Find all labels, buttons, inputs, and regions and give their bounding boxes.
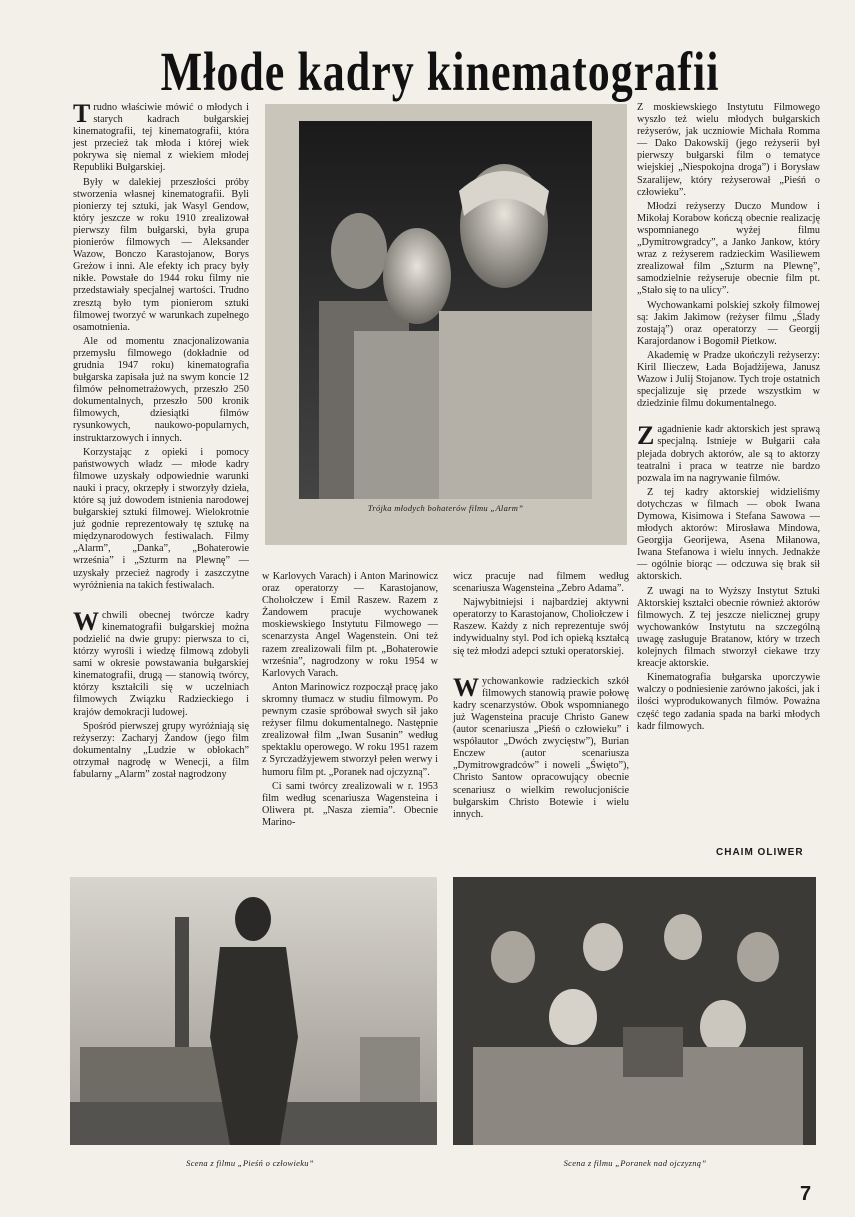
paragraph	[73, 606, 249, 719]
paragraph: Z tej kadry aktorskiej widzieliśmy dotychczas w filmach — obok Iwana Dymowa, Kisimowa i Stefana Sawowa — młodych aktorów: Mirosława Mindowa, Georgija Georijewa, Asena Miłanowa, Iwana Stefanowa i wielu innych. Jednakże — ogólnie biorąc — odczuwa się brak sił aktorskich.	[637, 486, 820, 583]
paragraph: Kinematografia bułgarska uporczywie walczy o podniesienie zarówno jakości, jak i ilości wyprodukowanych filmów. Poważna część tego zadania spada na barki młodych kadr filmowych.	[637, 672, 820, 732]
column-3	[453, 571, 629, 823]
bottom-right-caption: Scena z filmu „Poranek nad ojczyzną”	[563, 1158, 707, 1168]
paragraph: Akademię w Pradze ukończyli reżyserzy: Kiril Ilieczew, Łada Bojadżijewa, Janusz Wazow i Julij Stojanow. Tych troje ostatnich specjalizuje się przede wszystkim w dziedzinie filmu dokumentalnego.	[637, 349, 820, 410]
top-photo-caption: Trójka młodych bohaterów filmu „Alarm”	[367, 503, 524, 513]
paragraph: Młodzi reżyserzy Duczo Mundow i Mikołaj Korabow kończą obecnie realizację wspomnianego wyżej filmu „Dymitrowgradcy”, a Janko Jankow, który wraz z reżyserem radzieckim Wasiliewem zrealizował film „Szturm na Plewnę”, samodzielnie reżyseruje obecnie film pt. „Stało się to na ulicy”.	[637, 200, 820, 297]
paragraph: Z moskiewskiego Instytutu Filmowego wyszło też wielu młodych bułgarskich reżyserów, jak uczniowie Michała Romma — Dako Dakowskij (jego reżyserii był pierwszy bułgarski film o tematyce wiejskiej „Niespokojna droga”) i Borysław Szaralijew, który reżyserował „Pieśń o człowieku”.	[637, 102, 820, 198]
column-2	[262, 571, 438, 831]
paragraph: Najwybitniejsi i najbardziej aktywni operatorzy to Karastojanow, Choliołczew i Raszew. Każdy z nich reprezentuje swój indywidualny styl. Pod ich opieką kształcą się też młodzi adepci sztuki operatorskiej.	[453, 597, 629, 657]
paragraph: Ale od momentu znacjonalizowania przemysłu filmowego (dokładnie od grudnia 1947 roku) kinematografia bułgarska zapisała już na swym koncie 12 filmów pełnometrażowych, przeszło 250 dokumentalnych, przeszło 500 kronik filmowych, dziesiątki filmów rysunkowych, naukowo-popularnych, instruktarzowych i innych.	[73, 335, 249, 444]
paragraph: Były w dalekiej przeszłości próby stworzenia własnej kinematografii. Byli pionierzy tej sztuki, jak Wasyl Gendow, który jeszcze w roku 1910 zrealizował pierwszy film bułgarski, była grupa pionierów filmowych — Aleksander Wazow, Bonczo Karastojanow, Borys Greżow i inni. Ale efekty ich pracy były nikłe. Powstałe do 1944 roku filmy nie przedstawiały specjalnej wartości. Trudno zresztą było tym pionierom sztuki filmowej tworzyć w warunkach zupełnego osamotnienia.	[73, 176, 249, 333]
top-photo-frame	[265, 104, 627, 545]
column-1	[73, 99, 249, 783]
drop-cap: W	[73, 606, 99, 636]
paragraph	[73, 99, 249, 175]
paragraph-text: ychowankowie radzieckich szkół filmowych stanowią prawie połowę kadry scenarzystów. Obok wspomnianego już Wagensteina pracuje Christo Ganew (autor scenariusza „Pieśń o człowieku” i współautor „Dwóch zwycięstw”), Burian Enczew (autor scenariusza „Dymitrowgradców” i noweli „Święto”), Christo Santow opracowujący obecnie scenariusz o wielkim rewolucjoniście bułgarskim Christo Botewie i wielu innych.	[453, 675, 629, 820]
paragraph-text: rudno właściwie mówić o młodych i starych kadrach bułgarskiej kinematografii, tej kinematografii, która jest przecież tak młoda i której wiek pokrywa się niemal z wiekiem młodej Republiki Bułgarskiej.	[73, 102, 249, 174]
paragraph	[453, 672, 629, 821]
paragraph	[637, 421, 820, 484]
paragraph: wicz pracuje nad filmem według scenariusza Wagensteina „Zebro Adama”.	[453, 571, 629, 595]
bottom-left-caption: Scena z filmu „Pieśń o człowieku”	[186, 1158, 314, 1168]
paragraph: w Karlovych Varach) i Anton Marinowicz oraz operatorzy — Karastojanow, Cholıołczew i Emil Raszew. Razem z Żandowem pracuje wychowanek moskiewskiego Instytutu Filmowego — scenarzysta Angel Wagenstein. Oni też razem zrealizowali film pt. „Bohaterowie września”, nagrodzony w roku 1954 w Karlovych Varach.	[262, 571, 438, 679]
photo-image	[299, 121, 592, 499]
paragraph: Z uwagi na to Wyższy Instytut Sztuki Aktorskiej kształci obecnie również aktorów filmowych. Z tej jeszcze nielicznej grupy wychowanków Instytutu na szczególną uwagę zasługuje Bratanow, który w trzech kolejnych filmach stworzył ciekawe trzy kreacje aktorskie.	[637, 585, 820, 670]
photo-image	[70, 877, 437, 1145]
drop-cap: T	[73, 99, 91, 128]
bottom-left-photo	[70, 877, 437, 1145]
paragraph: Ci sami twórcy zrealizowali w r. 1953 film według scenariusza Wagensteina i Oliwera pt. „Nasza ziemia”. Obecnie Marino-	[262, 780, 438, 828]
column-4	[637, 102, 820, 735]
article-title: Młode kadry kinematografii	[160, 41, 720, 103]
paragraph: Wychowankami polskiej szkoły filmowej są: Jakim Jakimow (reżyser filmu „Ślady zostają”) oraz operatorzy — Georgij Karajordanow i Bogomił Pietkow.	[637, 299, 820, 347]
paragraph: Spośród pierwszej grupy wyróżniają się reżyserzy: Zacharyj Żandow (jego film dokumentalny „Ludzie w obłokach” otrzymał nagrodę w Wenecji, a film fabularny „Alarm” został nagrodzony	[73, 720, 249, 780]
paragraph-text: chwili obecnej twórcze kadry kinematografii bułgarskiej można podzielić na dwie grupy: pierwsza to ci, którzy wyrośli i wiedzę filmową zdobyli sami w okresie powstawania bułgarskiej kinematografii, drugą — stanowią twórcy, którzy kształcili się w uczelniach filmowych Związku Radzieckiego i krajów demokracji ludowej.	[73, 609, 249, 718]
bottom-right-photo	[453, 877, 816, 1145]
drop-cap: Z	[637, 421, 655, 451]
author-signature: CHAIM OLIWER	[716, 847, 804, 858]
paragraph: Korzystając z opieki i pomocy państwowych władz — młode kadry filmowe uzyskały odpowiednie warunki nauki i pracy, okrzepły i stworzyły dzieła, które są już dowodem istnienia narodowej bułgarskiej sztuki filmowej. Wielokrotnie już godnie reprezentowały tę sztukę na międzynarodowych festiwalach. Filmy „Alarm”, „Danka”, „Bohaterowie września” i „Szturm na Plewnę” — uzyskały przecież nagrody i zaszczytne wyróżnienia na takich festiwalach.	[73, 446, 249, 591]
page-number: 7	[800, 1183, 812, 1205]
paragraph-text: agadnienie kadr aktorskich jest sprawą specjalną. Istnieje w Bułgarii cała plejada dobrych aktorów, ale są to aktorzy teatralni i praca w teatrze nie bardzo pozwala im na nagrywanie filmów.	[637, 424, 820, 484]
drop-cap: W	[453, 672, 479, 702]
paragraph: Anton Marinowicz rozpoczął pracę jako skromny tłumacz w studiu filmowym. Po pewnym czasie spróbował swych sił jako reżyser filmu dokumentalnego. Następnie zrealizował film „Iwan Susanin” według spektaklu operowego. W roku 1951 razem z Syrczadżyjewem stworzył pełen werwy i humoru film pt. „Poranek nad ojczyzną”.	[262, 681, 438, 778]
photo-image	[453, 877, 816, 1145]
alarm-film-photo	[299, 121, 592, 499]
